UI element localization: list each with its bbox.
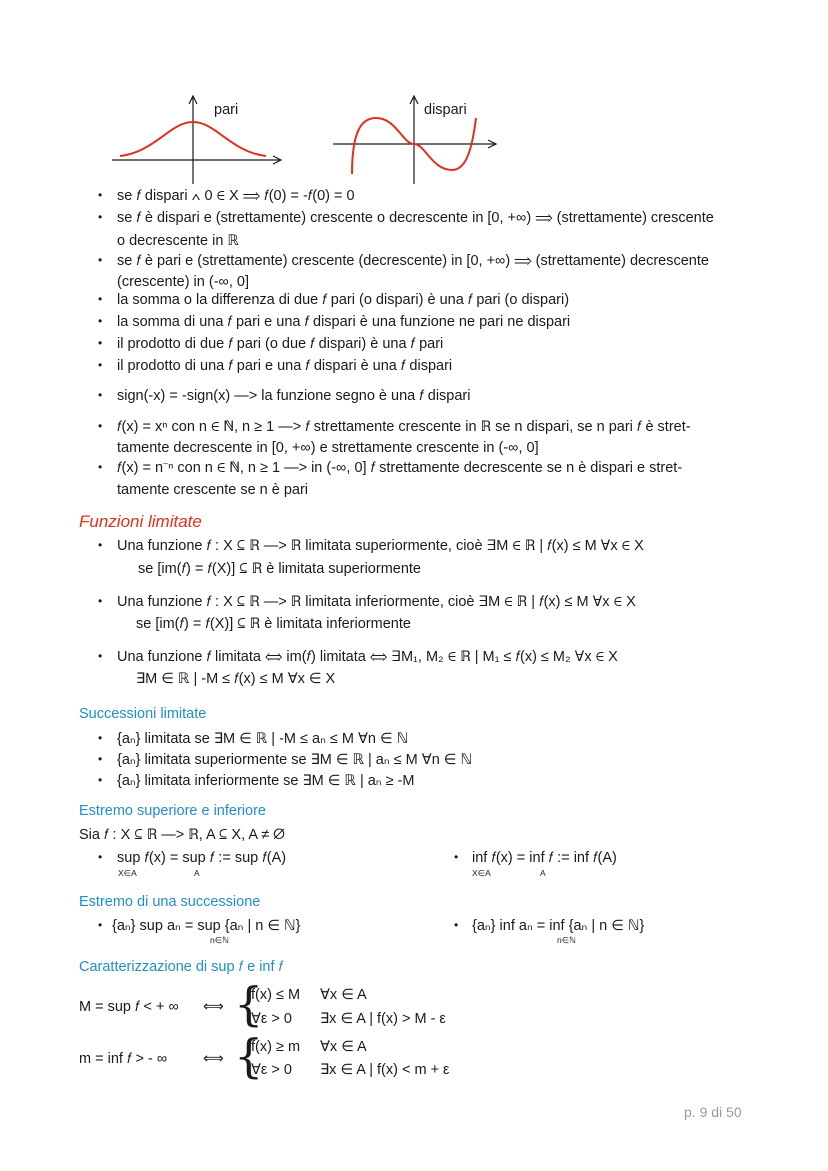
estremo-inf-formula: inf 𝑓(x) = inf 𝑓 := inf 𝑓(A) (472, 850, 617, 866)
bullet: • (98, 918, 103, 932)
bullet: • (454, 918, 459, 932)
estremo-intro: Sia 𝑓 : X ⊆ ℝ —> ℝ, A ⊆ X, A ≠ ∅ (79, 827, 285, 843)
section-title-caratterizzazione: Caratterizzazione di sup 𝑓 e inf 𝑓 (79, 959, 284, 975)
odd-graph-label: dispari (424, 102, 467, 118)
estremo-sup-formula: sup 𝑓(x) = sup 𝑓 := sup 𝑓(A) (117, 850, 287, 866)
bullet: • (98, 538, 103, 552)
prop-item: se 𝑓 è dispari e (strettamente) crescente o decrescente in [0, +∞) ⟹ (strettamente) crescente (117, 210, 714, 226)
estremo-inf-sub2: A (540, 868, 546, 878)
bullet: • (98, 358, 103, 372)
caratt-inf-lhs: m = inf 𝑓 > - ∞ (79, 1051, 168, 1067)
page-number: p. 9 di 50 (684, 1104, 742, 1120)
bullet: • (98, 460, 103, 474)
limitate-line-cont: ∃M ∈ ℝ | -M ≤ 𝑓(x) ≤ M ∀x ∈ X (136, 671, 336, 687)
caratt-inf-brace: { (234, 1029, 264, 1083)
section-title-estremo-successione: Estremo di una successione (79, 894, 261, 910)
limitate-line-cont: se [im(𝑓) = 𝑓(X)] ⊆ ℝ è limitata inferiormente (136, 616, 411, 632)
bullet: • (98, 188, 103, 202)
bullet: • (98, 731, 103, 745)
estremo-sup-sub2: A (194, 868, 200, 878)
estremo-succ-inf: {aₙ} inf aₙ = inf {aₙ | n ∈ ℕ} (472, 918, 645, 934)
bullet: • (98, 649, 103, 663)
prop-item-cont: (crescente) in (-∞, 0] (117, 274, 250, 290)
caratt-inf-c1b: ∀x ∈ A (320, 1039, 367, 1055)
prop-item: il prodotto di una 𝑓 pari e una 𝑓 dispari è una 𝑓 dispari (117, 358, 453, 374)
caratt-sup-c1a: f(x) ≤ M (251, 987, 301, 1003)
prop-item: sign(-x) = -sign(x) —> la funzione segno è una 𝑓 dispari (117, 388, 471, 404)
limitate-line-cont: se [im(𝑓) = 𝑓(X)] ⊆ ℝ è limitata superiormente (138, 561, 421, 577)
bullet: • (98, 752, 103, 766)
bullet: • (98, 850, 103, 864)
even-graph-label: pari (214, 102, 239, 118)
bullet: • (454, 850, 459, 864)
limitate-line: Una funzione 𝑓 : X ⊆ ℝ —> ℝ limitata superiormente, cioè ∃M ∈ ℝ | 𝑓(x) ≤ M ∀x ∈ X (117, 538, 644, 554)
successioni-line: {aₙ} limitata superiormente se ∃M ∈ ℝ | aₙ ≤ M ∀n ∈ ℕ (117, 752, 473, 768)
prop-item-cont: o decrescente in ℝ (117, 233, 239, 249)
section-title-estremo: Estremo superiore e inferiore (79, 803, 266, 819)
estremo-sup-sub1: X∈A (118, 868, 137, 878)
estremo-succ-sup: {aₙ} sup aₙ = sup {aₙ | n ∈ ℕ} (112, 918, 301, 934)
bullet: • (98, 594, 103, 608)
caratt-inf-c2a: ∀ε > 0 (251, 1062, 292, 1078)
prop-item: se 𝑓 è pari e (strettamente) crescente (decrescente) in [0, +∞) ⟹ (strettamente) decrescente (117, 253, 709, 269)
prop-item-cont: tamente crescente se n è pari (117, 482, 309, 498)
estremo-succ-sup-sub: n∈ℕ (210, 935, 229, 945)
prop-item: la somma o la differenza di due 𝑓 pari (o dispari) è una 𝑓 pari (o dispari) (117, 292, 570, 308)
caratt-inf-c1a: f(x) ≥ m (251, 1039, 301, 1055)
successioni-line: {aₙ} limitata se ∃M ∈ ℝ | -M ≤ aₙ ≤ M ∀n ∈ ℕ (117, 731, 409, 747)
prop-item: la somma di una 𝑓 pari e una 𝑓 dispari è una funzione ne pari ne dispari (117, 314, 571, 330)
caratt-sup-c1b: ∀x ∈ A (320, 987, 367, 1003)
prop-item-cont: tamente decrescente in [0, +∞) e strettamente crescente in (-∞, 0] (117, 440, 539, 456)
prop-item: il prodotto di due 𝑓 pari (o due 𝑓 dispari) è una 𝑓 pari (117, 336, 444, 352)
bullet: • (98, 773, 103, 787)
bullet: • (98, 388, 103, 402)
estremo-succ-inf-sub: n∈ℕ (557, 935, 576, 945)
prop-item: 𝑓(x) = n⁻ⁿ con n ∈ ℕ, n ≥ 1 —> in (-∞, 0] 𝑓 strettamente decrescente se n è dispari e stret- (117, 460, 683, 476)
section-title-successioni-limitate: Successioni limitate (79, 706, 207, 722)
estremo-inf-sub1: X∈A (472, 868, 491, 878)
successioni-line: {aₙ} limitata inferiormente se ∃M ∈ ℝ | aₙ ≥ -M (117, 773, 415, 789)
caratt-sup-iff: ⟺ (203, 999, 224, 1015)
prop-item: 𝑓(x) = xⁿ con n ∈ ℕ, n ≥ 1 —> 𝑓 strettamente crescente in ℝ se n dispari, se n pari 𝑓 è stret- (117, 419, 691, 435)
bullet: • (98, 253, 103, 267)
bullet: • (98, 292, 103, 306)
caratt-inf-iff: ⟺ (203, 1051, 224, 1067)
prop-item: se 𝑓 dispari ∧ 0 ∈ X ⟹ 𝑓(0) = -𝑓(0) = 0 (117, 188, 355, 204)
caratt-sup-c2b: ∃x ∈ A | f(x) > M - ε (320, 1011, 446, 1027)
limitate-line: Una funzione 𝑓 : X ⊆ ℝ —> ℝ limitata inferiormente, cioè ∃M ∈ ℝ | 𝑓(x) ≤ M ∀x ∈ X (117, 594, 636, 610)
caratt-inf-c2b: ∃x ∈ A | f(x) < m + ε (320, 1062, 450, 1078)
section-title-funzioni-limitate: Funzioni limitate (79, 512, 202, 531)
bullet: • (98, 336, 103, 350)
bullet: • (98, 314, 103, 328)
limitate-line: Una funzione 𝑓 limitata ⟺ im(𝑓) limitata ⟺ ∃M₁, M₂ ∈ ℝ | M₁ ≤ 𝑓(x) ≤ M₂ ∀x ∈ X (117, 649, 618, 665)
bullet: • (98, 210, 103, 224)
bullet: • (98, 419, 103, 433)
caratt-sup-lhs: M = sup 𝑓 < + ∞ (79, 999, 179, 1015)
caratt-sup-c2a: ∀ε > 0 (251, 1011, 292, 1027)
caratt-sup-brace: { (234, 977, 264, 1031)
